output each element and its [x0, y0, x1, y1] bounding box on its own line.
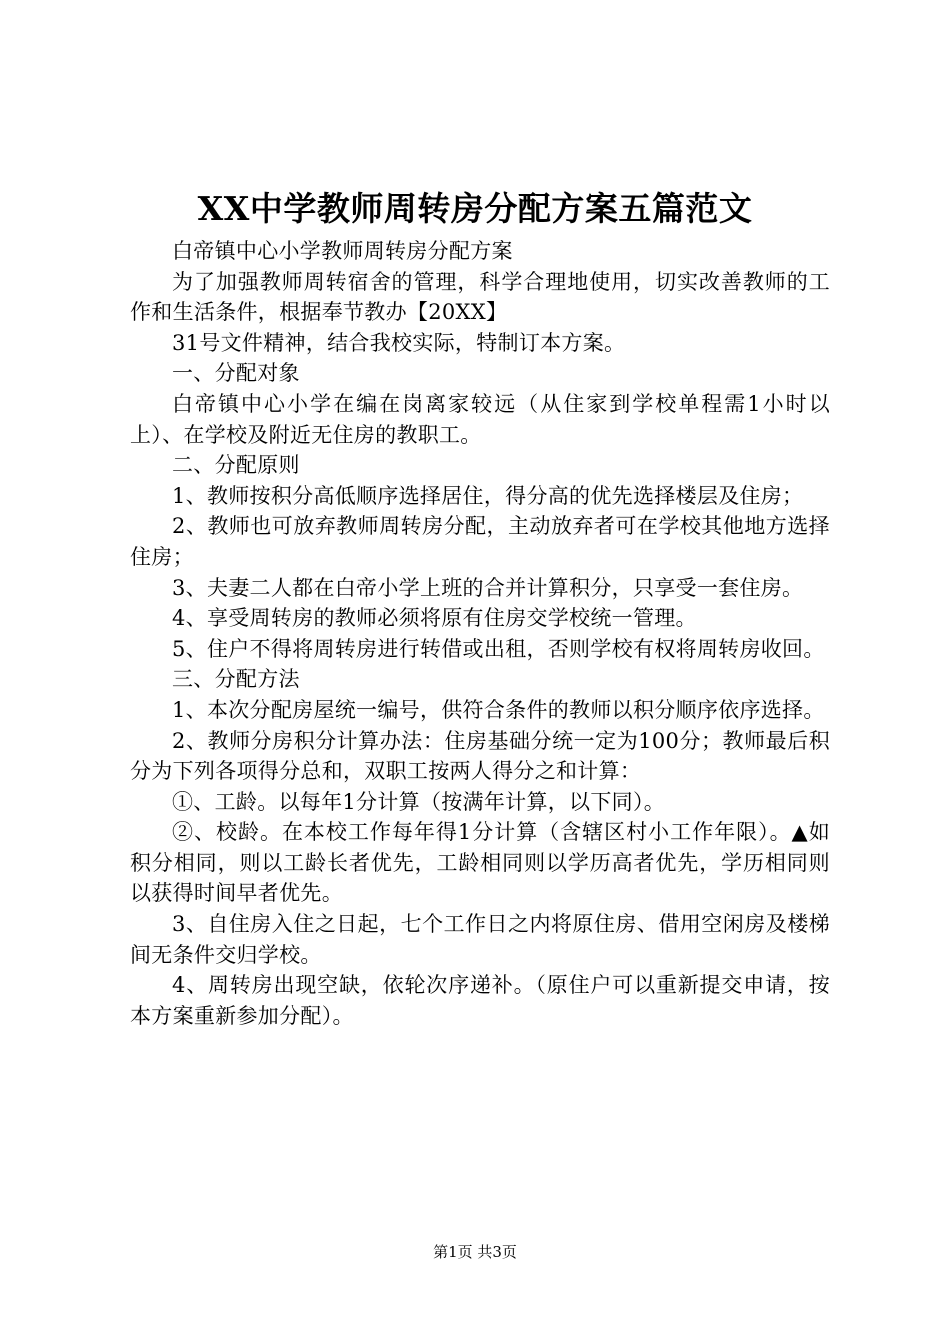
document-title: XX中学教师周转房分配方案五篇范文	[197, 189, 753, 228]
page-indicator: 第1页 共3页	[433, 1243, 517, 1261]
paragraph-objects: 白帝镇中心小学在编在岗离家较远（从住家到学校单程需1小时以上）、在学校及附近无住房的教职工。	[130, 391, 830, 447]
method-item-3: 3、自住房入住之日起，七个工作日之内将原住房、借用空闲房及楼梯间无条件交归学校。	[130, 912, 830, 967]
document-body	[130, 236, 830, 1031]
method-item-2: 2、教师分房积分计算办法：住房基础分统一定为100分；教师最后积分为下列各项得分总和，双职工按两人得分之和计算：	[130, 728, 830, 784]
paragraph-subtitle: 白帝镇中心小学教师周转房分配方案	[172, 239, 513, 263]
method-item-1: 1、本次分配房屋统一编号，供符合条件的教师以积分顺序依序选择。	[172, 697, 825, 722]
principle-item-2: 2、教师也可放弃教师周转房分配，主动放弃者可在学校其他地方选择住房；	[130, 514, 830, 569]
method-subitem-1: ①、工龄。以每年1分计算（按满年计算，以下同）。	[172, 789, 666, 814]
paragraph-intro-cont: 31号文件精神，结合我校实际，特制订本方案。	[172, 330, 626, 355]
principle-item-4: 4、享受周转房的教师必须将原有住房交学校统一管理。	[172, 606, 697, 631]
method-item-4: 4、周转房出现空缺，依轮次序递补。（原住户可以重新提交申请，按本方案重新参加分配）。	[130, 973, 830, 1028]
method-subitem-2: ②、校龄。在本校工作每年得1分计算（含辖区村小工作年限）。▲如积分相同，则以工龄长者优先，工龄相同则以学历高者优先，学历相同则以获得时间早者优先。	[130, 820, 830, 906]
page-footer	[0, 1240, 950, 1264]
principle-item-5: 5、住户不得将周转房进行转借或出租，否则学校有权将周转房收回。	[172, 636, 825, 661]
section-heading-principles: 二、分配原则	[172, 453, 300, 478]
principle-item-3: 3、夫妻二人都在白帝小学上班的合并计算积分，只享受一套住房。	[172, 575, 804, 600]
section-heading-methods: 三、分配方法	[172, 667, 300, 692]
principle-item-1: 1、教师按积分高低顺序选择居住，得分高的优先选择楼层及住房；	[172, 483, 804, 508]
paragraph-intro: 为了加强教师周转宿舍的管理，科学合理地使用，切实改善教师的工作和生活条件，根据奉节教办【20XX】	[130, 269, 830, 325]
section-heading-objects: 一、分配对象	[172, 361, 300, 386]
